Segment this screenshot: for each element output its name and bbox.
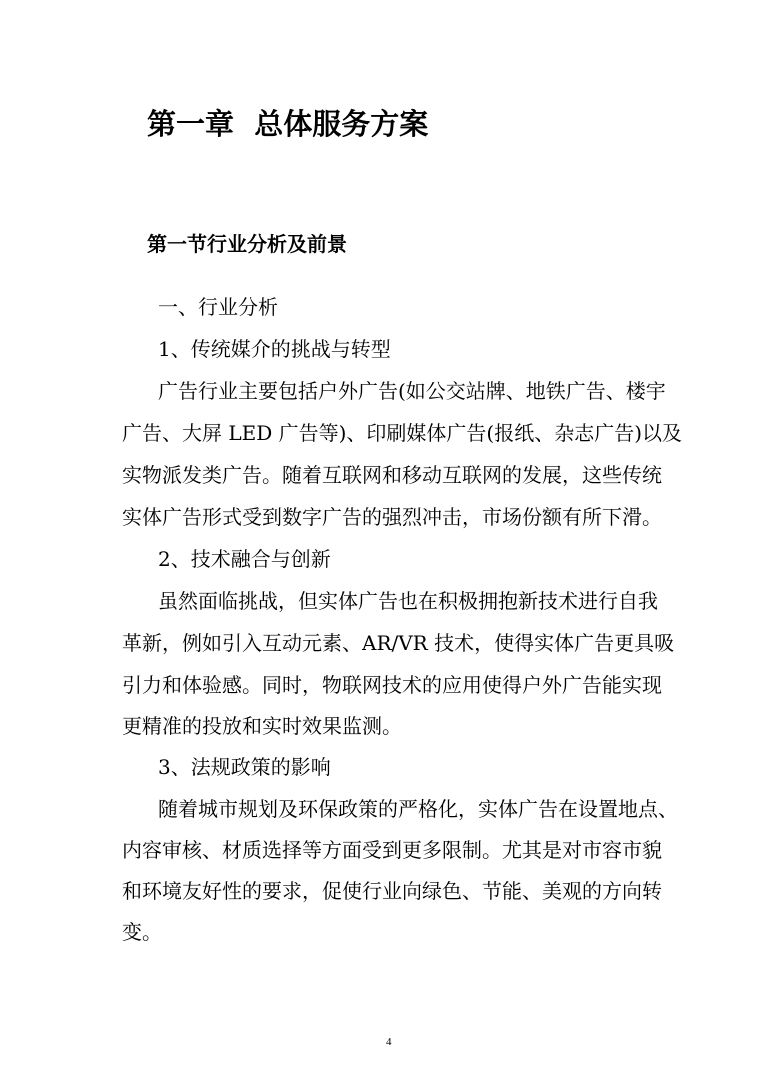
paragraph-line: 和环境友好性的要求，促使行业向绿色、节能、美观的方向转: [122, 879, 662, 903]
item-title: 1、传统媒介的挑战与转型: [158, 337, 391, 361]
page-number: 4: [386, 1036, 392, 1048]
paragraph-line: 革新，例如引入互动元素、AR/VR 技术，使得实体广告更具吸: [122, 631, 675, 655]
paragraph-line: 引力和体验感。同时，物联网技术的应用使得户外广告能实现: [122, 673, 662, 697]
paragraph-line: 内容审核、材质选择等方面受到更多限制。尤其是对市容市貌: [122, 838, 662, 862]
subheading: 一、行业分析: [158, 295, 278, 319]
paragraph-line: 广告行业主要包括户外广告(如公交站牌、地铁广告、楼宇: [158, 379, 666, 403]
chapter-title: 第一章 总体服务方案: [147, 107, 429, 141]
section-title: 第一节行业分析及前景: [147, 232, 347, 256]
paragraph-line: 更精准的投放和实时效果监测。: [122, 714, 402, 738]
paragraph-line: 变。: [122, 920, 162, 944]
paragraph-line: 虽然面临挑战，但实体广告也在积极拥抱新技术进行自我: [158, 589, 658, 613]
paragraph-line: 实体广告形式受到数字广告的强烈冲击，市场份额有所下滑。: [122, 505, 662, 529]
paragraph-line: 随着城市规划及环保政策的严格化，实体广告在设置地点、: [158, 797, 678, 821]
item-title: 2、技术融合与创新: [158, 547, 331, 571]
paragraph-line: 实物派发类广告。随着互联网和移动互联网的发展，这些传统: [122, 463, 662, 487]
paragraph-line: 广告、大屏 LED 广告等)、印刷媒体广告(报纸、杂志广告)以及: [122, 421, 683, 445]
item-title: 3、法规政策的影响: [158, 755, 331, 779]
